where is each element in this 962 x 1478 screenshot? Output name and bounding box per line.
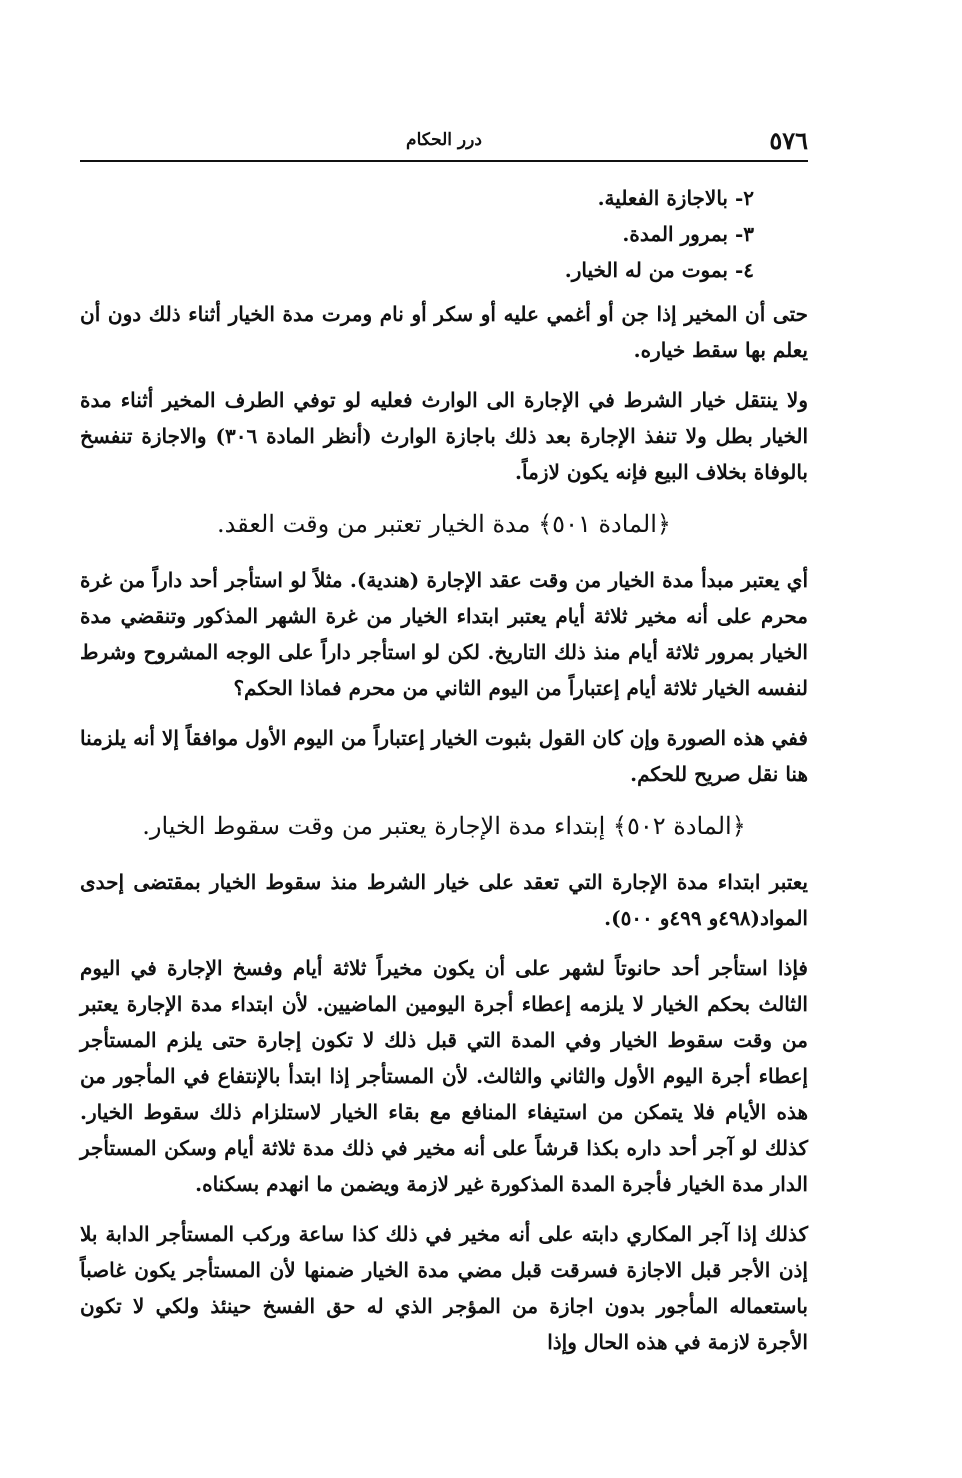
paragraph: ففي هذه الصورة وإن كان القول بثبوت الخيار إعتباراً من اليوم الأول موافقاً إلا أنه يلزمنا هنا نقل صريح للحكم. xyxy=(80,726,808,786)
paragraph: أي يعتبر مبدأ مدة الخيار من وقت عقد الإجارة (هندية). مثلاً لو استأجر أحد داراً من غرة محرم على أنه مخير ثلاثة أيام يعتبر ابتداء الخيار من غرة الشهر المذكور وتنقضي مدة الخيار بمرور ثلاثة أيام منذ ذلك التاريخ. لكن لو استأجر داراً على الوجه المشروح وشرط لنفسه الخيار ثلاثة أيام إعتباراً من اليوم الثاني من محرم فماذا الحكم؟ xyxy=(80,568,808,700)
enumerated-list xyxy=(80,180,808,288)
article-501-heading: ﴿المادة ٥٠١﴾ مدة الخيار تعتبر من وقت العقد. xyxy=(217,510,671,538)
page-header xyxy=(80,120,808,162)
page-body xyxy=(80,180,808,1374)
list-item: ٢- بالاجازة الفعلية. xyxy=(597,186,754,210)
paragraph: كذلك إذا آجر المكاري دابته على أنه مخير في ذلك كذا ساعة وركب المستأجر الدابة بلا إذن الأجر قبل الاجازة فسرقت قبل مضي مدة الخيار ضمنها لأن المستأجر يكون غاصباً باستعماله المأجور بدون اجازة من المؤجر الذي له حق الفسخ حينئذ ولكي لا تكون الأجرة لازمة في هذه الحال وإذا xyxy=(80,1222,808,1354)
paragraph: ولا ينتقل خيار الشرط في الإجارة الى الوارث فعليه لو توفي الطرف المخير أثناء مدة الخيار بطل ولا تنفذ الإجارة بعد ذلك باجازة الوارث (أنظر المادة ٣٠٦) والاجازة تنفسخ بالوفاة بخلاف البيع فإنه يكون لازماً. xyxy=(80,388,809,484)
page-number: ٥٧٦ xyxy=(769,126,808,155)
paragraph: فإذا استأجر أحد حانوتاً لشهر على أن يكون مخيراً ثلاثة أيام وفسخ الإجارة في اليوم الثالث بحكم الخيار لا يلزمه إعطاء أجرة اليومين الماضيين. لأن ابتداء مدة الإجارة يعتبر من وقت سقوط الخيار وفي المدة التي قبل ذلك لا تكون إجارة حتى يلزم المستأجر إعطاء أجرة اليوم الأول والثاني والثالث. لأن المستأجر إذا ابتدأ بالإنتفاع في المأجور من هذه الأيام فلا يتمكن من استيفاء المنافع مع بقاء الخيار لاستلزام ذلك سقوط الخيار. كذلك لو آجر أحد داره بكذا قرشاً على أنه مخير في ذلك مدة ثلاثة أيام وسكن المستأجر الدار مدة الخيار فأجرة المدة المذكورة غير لازمة ويضمن ما انهدم بسكناه. xyxy=(80,956,808,1196)
article-502-heading: ﴿المادة ٥٠٢﴾ إبتداء مدة الإجارة يعتبر من وقت سقوط الخيار. xyxy=(142,812,746,840)
running-title: درر الحكام xyxy=(406,130,482,150)
list-item: ٤- بموت من له الخيار. xyxy=(564,258,754,282)
paragraph: حتى أن المخير إذا جن أو أغمي عليه أو سكر أو نام ومرت مدة الخيار أثناء ذلك دون أن يعلم بها سقط خياره. xyxy=(80,302,808,362)
list-item: ٣- بمرور المدة. xyxy=(622,222,754,246)
paragraph: يعتبر ابتداء مدة الإجارة التي تعقد على خيار الشرط منذ سقوط الخيار بمقتضى إحدى المواد(٤٩٨و ٤٩٩و ٥٠٠). xyxy=(80,870,808,930)
